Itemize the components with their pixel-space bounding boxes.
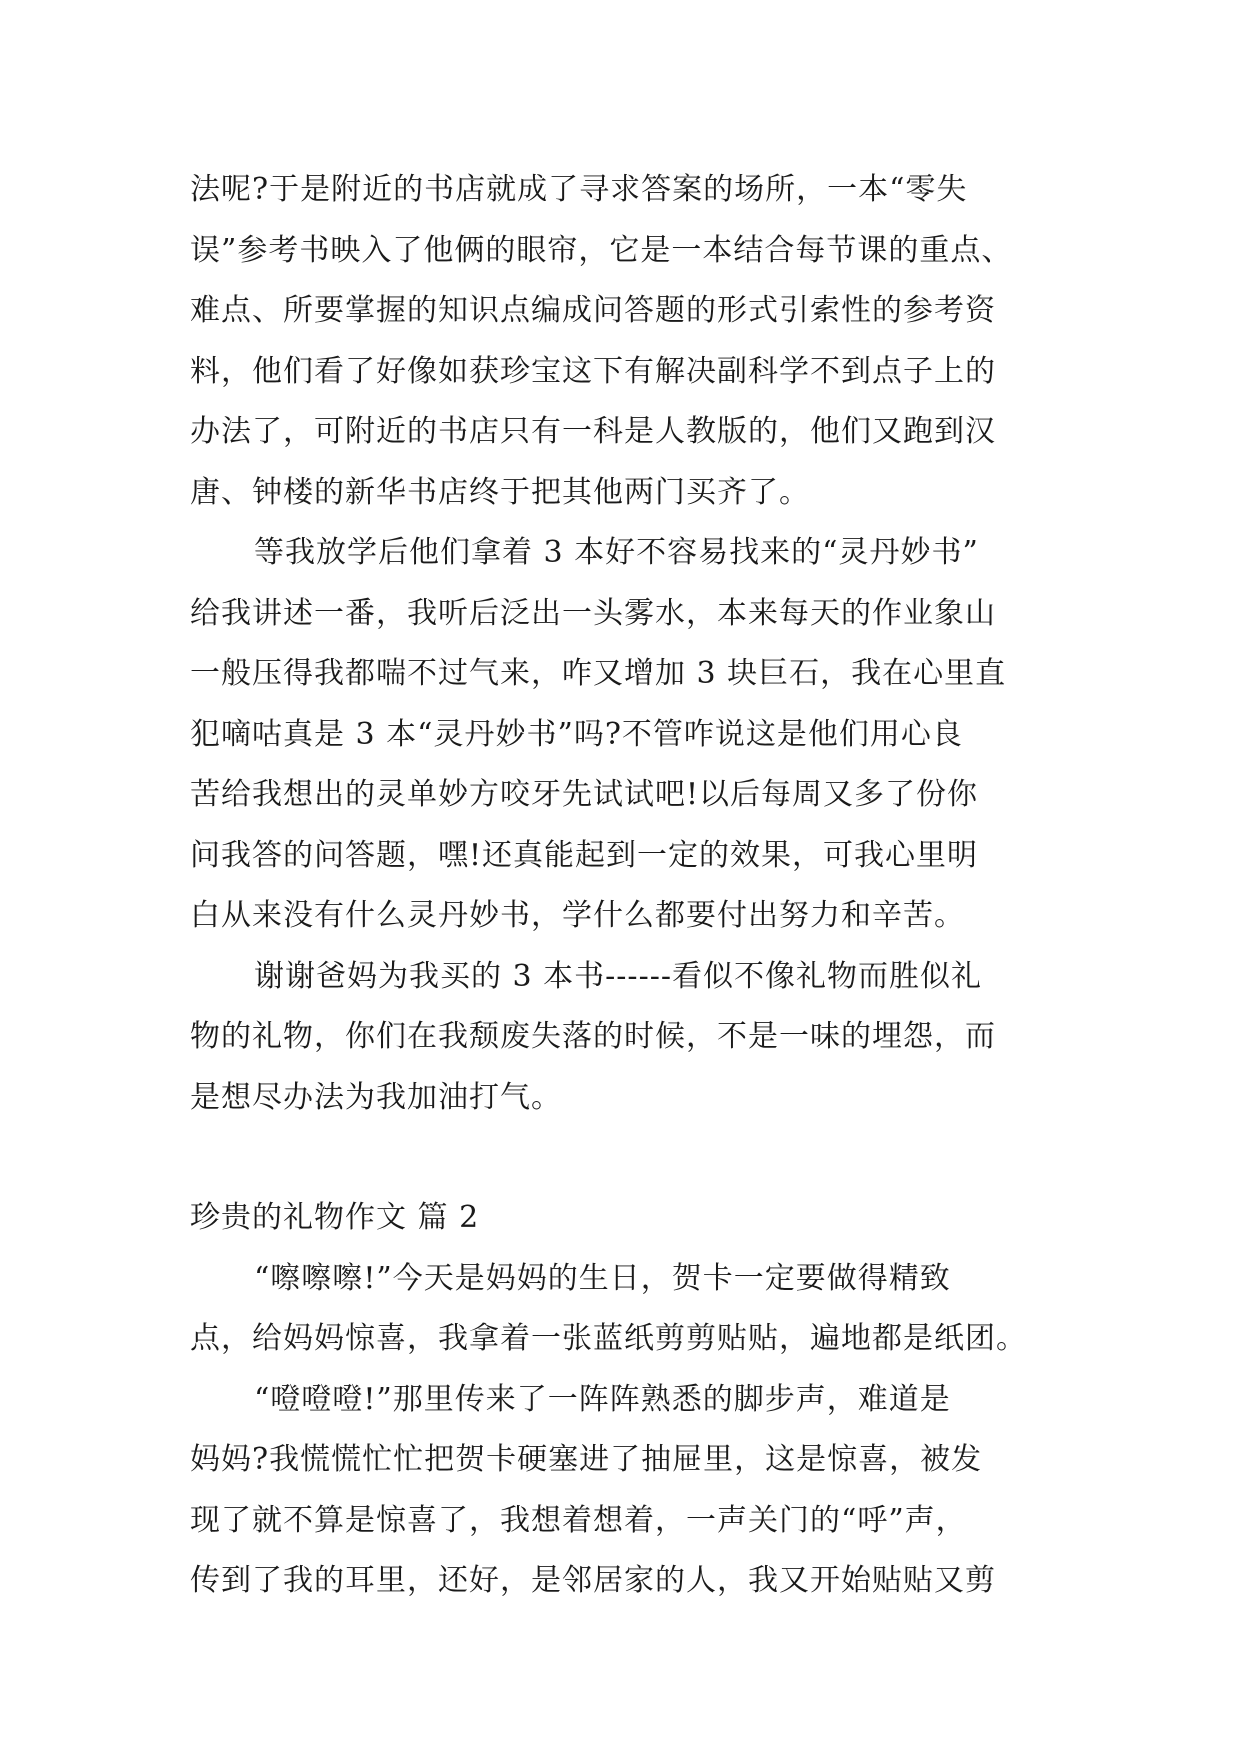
text-line: 难点、所要掌握的知识点编成问答题的形式引索性的参考资 [190,293,996,328]
document-body [190,160,1050,1612]
text-line: 犯嘀咕真是 3 本“灵丹妙书”吗?不管咋说这是他们用心良 [190,716,963,752]
text-line: 等我放学后他们拿着 3 本好不容易找来的“灵丹妙书” [254,535,979,570]
text-line: 现了就不算是惊喜了，我想着想着，一声关门的“呼”声， [190,1502,967,1538]
paragraph-thanks [190,947,1050,1129]
text-line: 苦给我想出的灵单妙方咬牙先试试吧!以后每周又多了份你 [190,777,979,812]
text-line: 给我讲述一番，我听后泛出一头雾水，本来每天的作业象山 [190,595,996,631]
paragraph-magic-books [190,523,1050,947]
text-line: 谢谢爸妈为我买的 3 本书------看似不像礼物而胜似礼 [254,958,982,994]
text-line: 是想尽办法为我加油打气。 [190,1079,562,1115]
text-line: 问我答的问答题，嘿!还真能起到一定的效果，可我心里明 [190,837,979,873]
paragraph-bookstore [190,160,1050,523]
text-line: 传到了我的耳里，还好，是邻居家的人，我又开始贴贴又剪 [190,1563,996,1598]
text-line: 物的礼物，你们在我颓废失落的时候，不是一味的埋怨，而 [190,1019,996,1054]
text-line: “嚓嚓嚓!”今天是妈妈的生日，贺卡一定要做得精致 [254,1260,951,1296]
text-line: 点，给妈妈惊喜，我拿着一张蓝纸剪剪贴贴，遍地都是纸团。 [190,1321,1027,1356]
text-line: 白从来没有什么灵丹妙书，学什么都要付出努力和辛苦。 [190,898,965,933]
text-line: 妈妈?我慌慌忙忙把贺卡硬塞进了抽屉里，这是惊喜，被发 [190,1442,983,1477]
text-line: “噔噔噔!”那里传来了一阵阵熟悉的脚步声，难道是 [254,1381,951,1417]
text-line: 办法了，可附近的书店只有一科是人教版的，他们又跑到汉 [190,414,996,449]
text-line: 料，他们看了好像如获珍宝这下有解决副科学不到点子上的 [190,353,996,389]
text-line: 误”参考书映入了他俩的眼帘，它是一本结合每节课的重点、 [190,232,1013,268]
text-line: 唐、钟楼的新华书店终于把其他两门买齐了。 [190,474,810,510]
section-spacer [190,1128,1050,1188]
paragraph-footsteps [190,1370,1050,1612]
essay-heading: 珍贵的礼物作文 篇 2 [190,1200,480,1235]
text-line: 一般压得我都喘不过气来，咋又增加 3 块巨石，我在心里直 [190,656,1007,691]
paragraph-birthday-card [190,1249,1050,1370]
text-line: 法呢?于是附近的书店就成了寻求答案的场所，一本“零失 [190,172,968,207]
